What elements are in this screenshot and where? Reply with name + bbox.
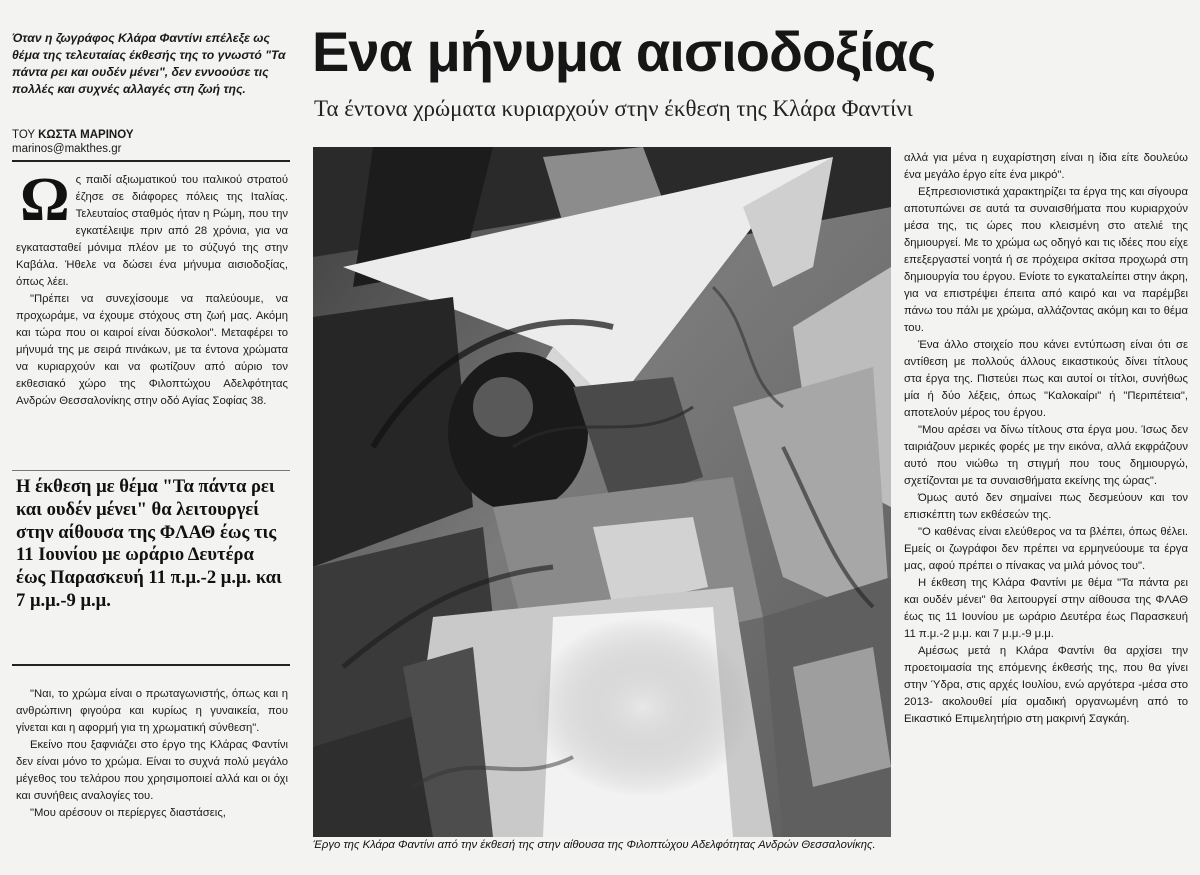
body-paragraph: αλλά για μένα η ευχαρίστηση είναι η ίδια είτε δουλεύω ένα μεγάλο έργο είτε ένα μικρό". xyxy=(904,152,1188,181)
body-paragraph: Εκείνο που ξαφνιάζει στο έργο της Κλάρας Φαντίνι δεν είναι μόνο το χρώμα. Είναι το συχνά πολύ μεγάλο μέγεθος του τελάρου που χρησιμοποιεί αλλά και οι όχι και συνήθεις αναλογίες του. xyxy=(16,739,288,802)
subheadline: Τα έντονα χρώματα κυριαρχούν στην έκθεση της Κλάρα Φαντίνι xyxy=(314,96,913,121)
article-lead: Όταν η ζωγράφος Κλάρα Φαντίνι επέλεξε ως θέμα της τελευταίας έκθεσής της το γνωστό "Τα πάντα ρει και ουδέν μένει", δεν εννοούσε τις πολλές και συχνές αλλαγές στη ζωή της. xyxy=(12,31,286,96)
byline-divider xyxy=(12,160,290,162)
pull-quote: Η έκθεση με θέμα "Τα πάντα ρει και ουδέν μένει" θα λειτουργεί στην αίθουσα της ΦΛΑΘ έως τις 11 Ιουνίου με ωράριο Δευτέρα έως Παρασκευή 11 π.μ.-2 μ.μ. και 7 μ.μ.-9 μ.μ. xyxy=(16,476,282,611)
byline xyxy=(12,128,290,156)
body-paragraph: Όμως αυτό δεν σημαίνει πως δεσμεύουν και τον επισκέπτη των εκθέσεών της. xyxy=(904,492,1188,521)
left-body-continued xyxy=(16,686,288,822)
body-paragraph: "Μου αρέσουν οι περίεργες διαστάσεις, xyxy=(30,807,226,819)
right-body xyxy=(904,150,1188,728)
body-paragraph: Η έκθεση της Κλάρα Φαντίνι με θέμα "Τα πάντα ρει και ουδέν μένει" θα λειτουργεί στην αίθουσα της ΦΛΑΘ έως τις 11 Ιουνίου με ωράριο Δευτέρα έως Παρασκευή 11 π.μ.-2 μ.μ. και 7 μ.μ.-9 μ.μ. xyxy=(904,577,1188,640)
photo-caption: Έργο της Κλάρα Φαντίνι από την έκθεσή της στην αίθουσα της Φιλοπτώχου Αδελφότητας Ανδρών Θεσσαλονίκης. xyxy=(313,839,876,851)
body-paragraph: "Μου αρέσει να δίνω τίτλους στα έργα μου. Ίσως δεν ταιριάζουν μερικές φορές με την εικόνα, αλλά εκφράζουν αυτό που νιώθω τη στιγμή που τους δημιουργώ, σχετίζονται με τα συναισθήματα εκείνης της ώρας". xyxy=(904,424,1188,487)
body-paragraph: "Πρέπει να συνεχίσουμε να παλεύουμε, να προχωράμε, να έχουμε στόχους στη ζωή μας. Ακόμη και τώρα που οι καιροί είναι δύσκολοι". Μεταφέρει το μήνυμά της με σειρά πινάκων, με τα έντονα χρώματα να κυριαρχούν και να φωτίζουν από αύριο τον εκθεσιακό χώρο της Φιλοπτώχου Αδελφότητας Ανδρών Θεσσαλονίκης στην οδό Αγίας Σοφίας 38. xyxy=(16,293,288,407)
painting-photo xyxy=(313,147,891,837)
drop-cap: Ω xyxy=(20,166,70,234)
body-paragraph: "Ο καθένας είναι ελεύθερος να τα βλέπει, όπως θέλει. Εμείς οι ζωγράφοι δεν πρέπει να ερμηνεύουμε τα έργα μας, αφού πρέπει ο πίνακας να μιλά μόνος του". xyxy=(904,526,1188,572)
left-body xyxy=(16,166,288,410)
body-paragraph: Εξπρεσιονιστικά χαρακτηρίζει τα έργα της και σίγουρα αποτυπώνει σε αυτά τα συναισθήματα που κυριαρχούν μέσα της, τις ώρες που κλεισμένη στο ατελιέ της δημιουργεί. Με το χρώμα ως οδηγό και τις ιδέες που είχε επεξεργαστεί νοητά ή σε πρόχειρα σκίτσα προχωρά στη δημιουργία του έργου. Ενίοτε το εγκαταλείπει στην άκρη, για να επιστρέψει έπειτα από καιρό και να παρέμβει πάνω του πάλι με χρώμα, αλλάζοντας ακόμη και το θέμα του. xyxy=(904,186,1188,334)
byline-email: marinos@makthes.gr xyxy=(12,143,122,155)
byline-prefix: ΤΟΥ xyxy=(12,129,35,141)
pullquote-divider-bottom xyxy=(12,664,290,666)
pullquote-divider-top xyxy=(12,470,290,471)
body-paragraph: Ένα άλλο στοιχείο που κάνει εντύπωση είναι ότι σε αντίθεση με πολλούς άλλους εικαστικούς δίνει τίτλους στα έργα της. Πιστεύει πως και αυτοί οι τίτλοι, συνήθως μία ή δύο λέξεις, όπως "Καλοκαίρι" ή "Περιπέτεια", αποτελούν μέρος του έργου. xyxy=(904,339,1188,419)
body-paragraph xyxy=(16,166,288,291)
body-paragraph: "Ναι, το χρώμα είναι ο πρωταγωνιστής, όπως και η ανθρώπινη φιγούρα και κυρίως η γυναικεία, που γίνεται και η αφορμή για τη χρωματική σύνθεση". xyxy=(16,688,288,734)
painting-image xyxy=(313,147,891,837)
headline: Ενα μήνυμα αισιοδοξίας xyxy=(312,20,936,83)
body-paragraph-text: ς παιδί αξιωματικού του ιταλικού στρατού έζησε σε διάφορες πόλεις της Ιταλίας. Τελευταίος σταθμός ήταν η Ρώμη, που την εγκατέλειψε πριν από 28 χρόνια, για να εγκατασταθεί μόνιμα πλέον με το σύζυγό της στην Καβάλα. Ήθελε να δώσει ένα μήνυμα αισιοδοξίας, όπως λέει. xyxy=(16,174,288,288)
body-paragraph: Αμέσως μετά η Κλάρα Φαντίνι θα αρχίσει την προετοιμασία της επόμενης έκθεσής της, που θα γίνει στην Ύδρα, στις αρχές Ιουλίου, ενώ αργότερα -μέσα στο 2013- ακολουθεί μία ομαδική οργανωμένη από το Εικαστικό Επιμελητήριο στη μακρινή Σαγκάη. xyxy=(904,645,1188,725)
byline-author: ΚΩΣΤΑ ΜΑΡΙΝΟΥ xyxy=(38,129,134,141)
